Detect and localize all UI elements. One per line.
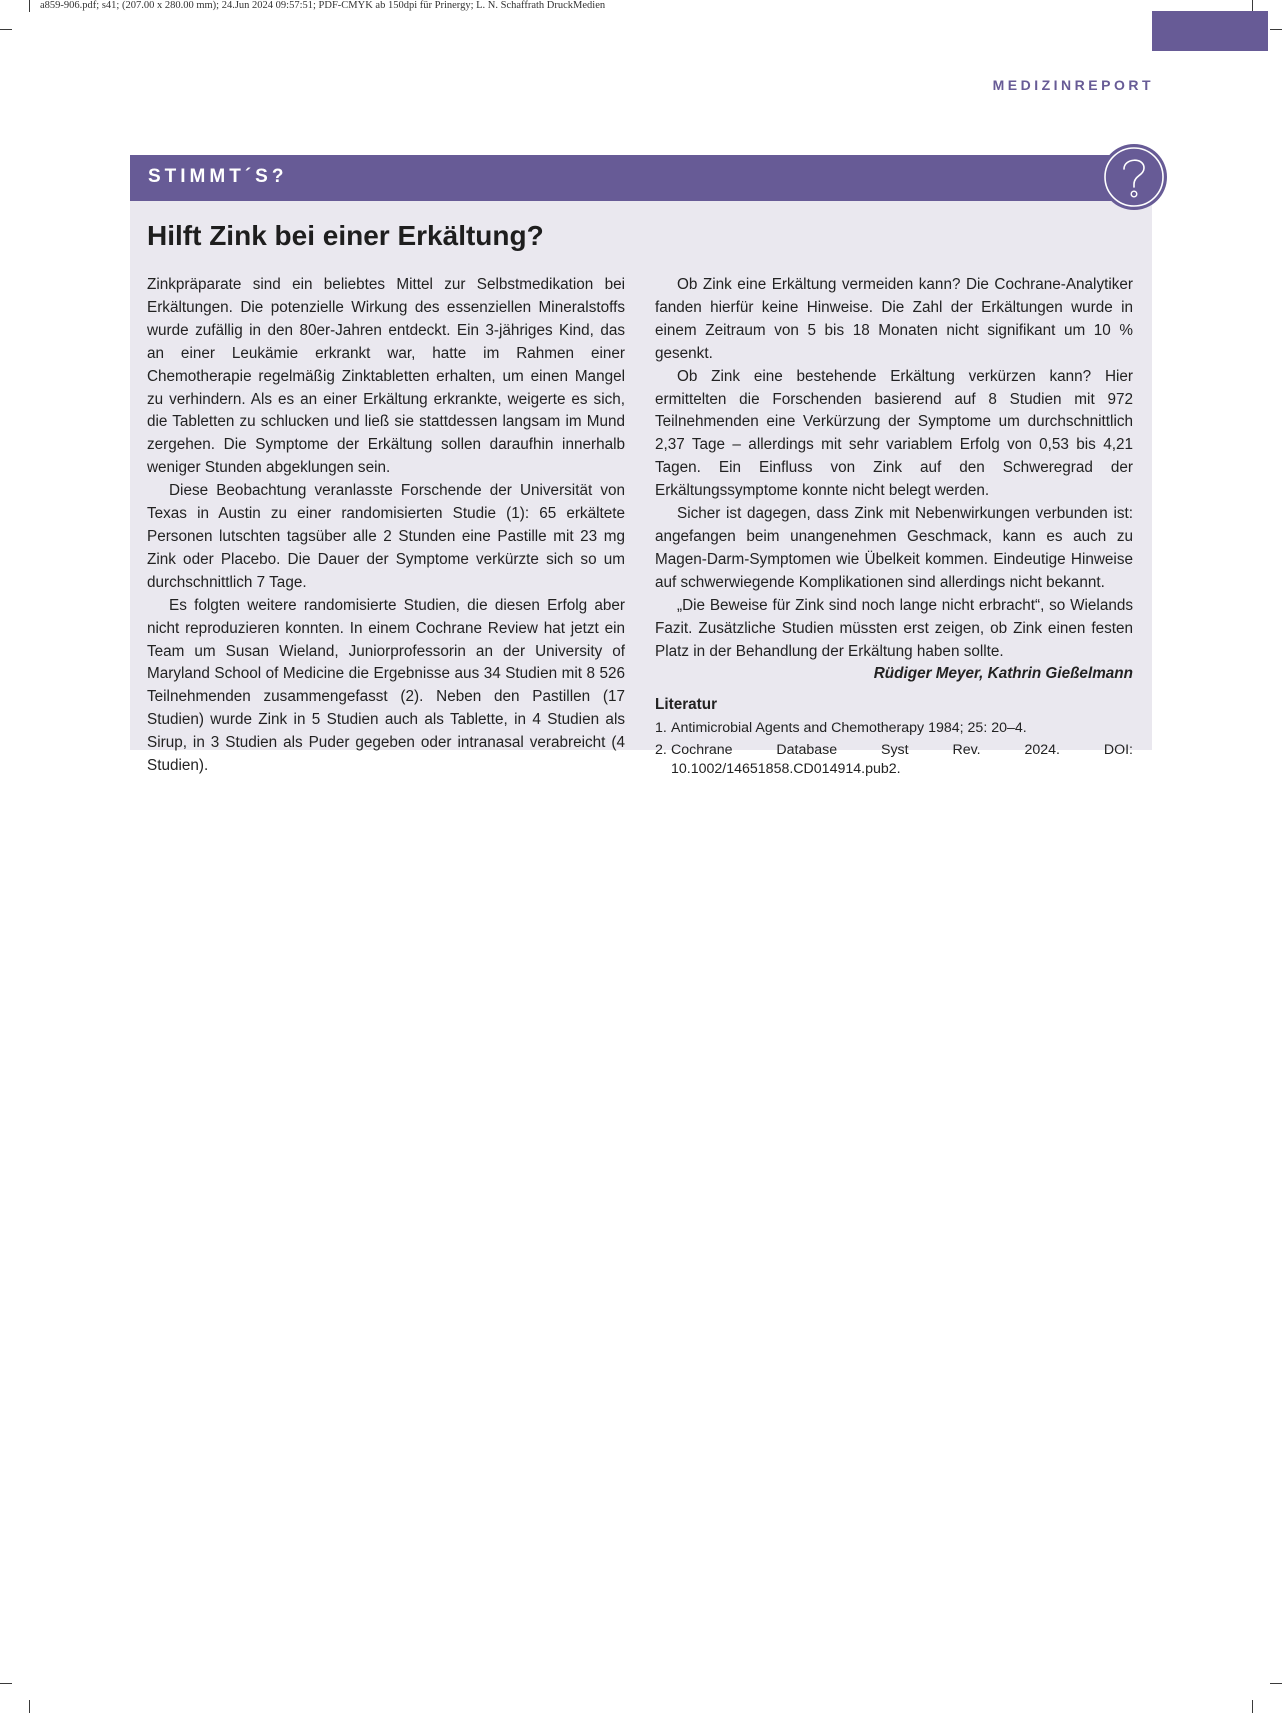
crop-mark-bottom-right-h [1270, 1683, 1282, 1684]
paragraph: „Die Beweise für Zink sind noch lange nicht erbracht“, so Wielands Fazit. Zusätzliche Studien müssten erst zeigen, ob Zink einen festen Platz in der Behandlung der Erkältung haben sollte. [655, 596, 1133, 660]
crop-mark-bottom-left [29, 1700, 30, 1713]
paragraph: Es folgten weitere randomisierte Studien, die diesen Erfolg aber nicht reproduzieren konnten. In einem Cochrane Review hat jetzt ein Team um Susan Wieland, Juniorprofessorin an der University of Maryland School of Medicine die Ergebnisse aus 34 Studien mit 8 526 Teilnehmenden zusammengefasst (2). Neben den Pastillen (17 Studien) wurde Zink in 5 Studien auch als Tablette, in 4 Studien als Sirup, in 3 Studien als Puder gegeben oder intranasal verabreicht (4 Studien). [147, 596, 625, 775]
crop-mark-bottom-left-h [0, 1683, 12, 1684]
box-header [130, 155, 1152, 201]
literature-heading: Literatur [655, 696, 718, 714]
reference-item [655, 719, 1133, 738]
crop-mark-top-left-h [0, 29, 12, 30]
paragraph: Sicher ist dagegen, dass Zink mit Nebenwirkungen verbunden ist: angefangen beim unangenehmen Geschmack, kann es auch zu Magen-Darm-Symptomen wie Übelkeit kommen. Eindeutige Hinweise auf schwerwiegende Komplikationen sind allerdings nicht bekannt. [655, 505, 1133, 591]
crop-mark-top-right-h [1270, 29, 1282, 30]
crop-mark-top-left [29, 0, 30, 12]
reference-number: 1. [655, 720, 667, 737]
reference-text: Cochrane Database Syst Rev. 2024. DOI: 10.1002/14651858.CD014914.pub2. [671, 742, 1133, 778]
paragraph: Diese Beobachtung veranlasste Forschende der Universität von Texas in Austin zu einer randomisierten Studie (1): 65 erkältete Personen lutschten tagsüber alle 2 Stunden eine Pastille mit 23 mg Zink oder Placebo. Die Dauer der Symptome verkürzte sich so um durchschnittlich 7 Tage. [147, 482, 625, 591]
reference-item [655, 741, 1133, 779]
paragraph: Ob Zink eine bestehende Erkältung verkürzen kann? Hier ermittelten die Forschenden basierend auf 8 Studien mit 972 Teilnehmenden eine Verkürzung der Symptome um durchschnittlich 2,37 Tage – allerdings mit sehr variablem Erfolg von 0,53 bis 4,21 Tagen. Ein Einfluss von Zink auf den Schweregrad der Erkältungssymptome konnte nicht belegt werden. [655, 367, 1133, 500]
paragraph: Ob Zink eine Erkältung vermeiden kann? Die Cochrane-Analytiker fanden hierfür keine Hinweise. Die Zahl der Erkältungen wurde in einem Zeitraum von 5 bis 18 Monaten nicht signifikant um 10 % gesenkt. [655, 276, 1133, 362]
section-label: MEDIZINREPORT [992, 77, 1154, 93]
box-header-label: STIMMT´S? [148, 166, 288, 187]
paragraph: Zinkpräparate sind ein beliebtes Mittel zur Selbstmedikation bei Erkältungen. Die potenzielle Wirkung des essenziellen Mineralstoffs wurde zufällig in den 80er-Jahren entdeckt. Ein 3-jähriges Kind, das an einer Leukämie erkrankt war, hatte im Rahmen einer Chemotherapie regelmäßig Zinktabletten erhalten, um einen Mangel zu verhindern. Als es an einer Erkältung erkrankte, weigerte es sich, die Tabletten zu schlucken und ließ sie stattdessen langsam im Mund zergehen. Die Symptome der Erkältung sollen daraufhin innerhalb weniger Stunden abgeklungen sein. [147, 276, 625, 477]
reference-list [655, 719, 1133, 779]
section-tab-block [1152, 11, 1268, 51]
article-title: Hilft Zink bei einer Erkältung? [147, 220, 544, 251]
reference-text: Antimicrobial Agents and Chemotherapy 1984; 25: 20–4. [671, 720, 1027, 737]
left-column [147, 274, 625, 778]
question-mark-icon [1101, 144, 1167, 210]
print-info-line: a859-906.pdf; s41; (207.00 x 280.00 mm); 24.Jun 2024 09:57:51; PDF-CMYK ab 150dpi für Prinergy; L. N. Schaffrath DruckMedien [40, 0, 606, 11]
crop-mark-bottom-right [1252, 1700, 1253, 1713]
reference-number: 2. [655, 742, 667, 759]
right-column [655, 274, 1133, 782]
author-byline: Rüdiger Meyer, Kathrin Gießelmann [873, 665, 1133, 683]
